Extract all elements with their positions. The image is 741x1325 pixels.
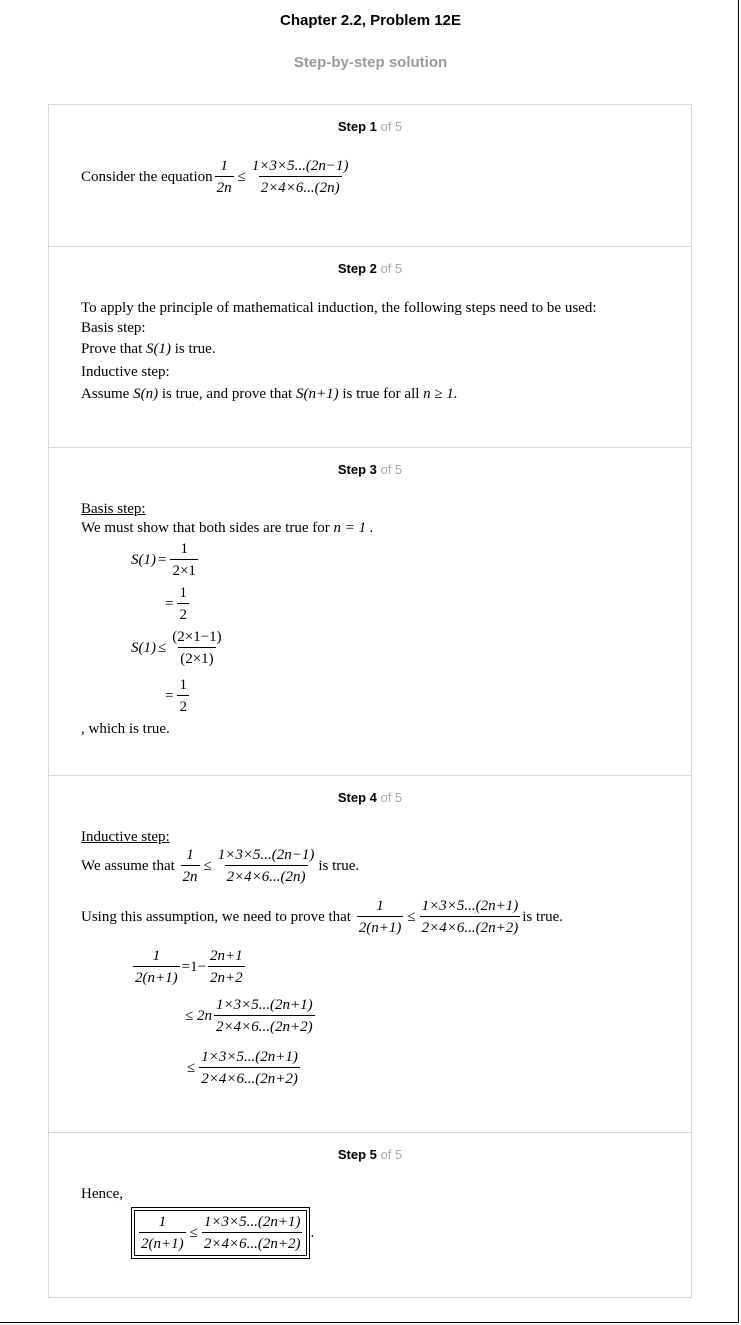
step-3 xyxy=(49,448,691,776)
step-2-line-1: To apply the principle of mathematical induction, the following steps need to be used: xyxy=(81,300,597,316)
step-3-line-2: We must show that both sides are true for n = 1 . xyxy=(81,520,374,536)
page-subtitle: Step-by-step solution xyxy=(293,54,448,71)
step-2-line-5: Assume S(n) is true, and prove that S(n+1) is true for all n ≥ 1. xyxy=(81,386,458,402)
step-2-line-3: Prove that S(1) is true. xyxy=(81,341,216,357)
step-1-line-1: Consider the equation $\frac{1}{2n}$ ≤ $\frac{1\times 3\times 5...(2n-1)}{2\times 4\times 6...(2n)}$ xyxy=(81,158,349,196)
step-4-prove-line: Using this assumption, we need to prove that $\frac{1}{2(n+1)}$ ≤ $\frac{1\times 3\times 5...(2n+1)}{2\times 4\times 6...(2n+2)}$ is true. xyxy=(81,898,564,936)
step-4-eq-2: ≤ 2n $\frac{1\times 3\times 5...(2n+1)}{2\times 4\times 6...(2n+2)}$ xyxy=(185,997,313,1035)
solution-card xyxy=(48,104,692,1298)
step-5-final-result: $\frac{1}{2(n+1)}$ ≤ $\frac{1\times 3\times 5...(2n+1)}{2\times 4\times 6...(2n+2)}$ . xyxy=(131,1207,314,1259)
step-1-header: Step 1 of 5 xyxy=(337,119,403,134)
step-4-eq-1: $\frac{1}{2(n+1)}$ =1− $\frac{2n+1}{2n+2}$ xyxy=(135,948,243,986)
page-title: Chapter 2.2, Problem 12E xyxy=(280,12,461,29)
step-2-line-2: Basis step: xyxy=(81,320,146,336)
step-3-eq-3: S(1) ≤ $\frac{(2\times 1-1)}{(2\times 1)}$ xyxy=(131,629,222,667)
step-2-line-4: Inductive step: xyxy=(81,364,170,380)
step-3-eq-4: = $\frac{1}{2}$ xyxy=(165,677,187,715)
fraction-1-over-2n: $\frac{1}{2n}$ xyxy=(216,158,232,196)
step-2-header: Step 2 of 5 xyxy=(337,261,403,276)
step-3-basis-heading: Basis step: xyxy=(81,501,146,517)
step-5-header: Step 5 of 5 xyxy=(337,1147,403,1162)
step-2 xyxy=(49,247,691,448)
fraction-product-odd-over-even: $\frac{1\times 3\times 5...(2n-1)}{2\times 4\times 6...(2n)}$ xyxy=(251,158,349,196)
step-4-inductive-heading: Inductive step: xyxy=(81,829,170,845)
step-5 xyxy=(49,1133,691,1297)
step-4-header: Step 4 of 5 xyxy=(337,790,403,805)
step-4-assume-line: We assume that $\frac{1}{2n}$ ≤ $\frac{1\times 3\times 5...(2n-1)}{2\times 4\times 6...(2n)}$ is true. xyxy=(81,847,360,885)
step-4 xyxy=(49,776,691,1133)
boxed-result: $\frac{1}{2(n+1)}$ ≤ $\frac{1\times 3\times 5...(2n+1)}{2\times 4\times 6...(2n+2)}$ xyxy=(131,1207,310,1259)
step-3-conclusion: , which is true. xyxy=(81,721,170,737)
step-4-eq-3: ≤ $\frac{1\times 3\times 5...(2n+1)}{2\times 4\times 6...(2n+2)}$ xyxy=(187,1049,298,1087)
step-3-header: Step 3 of 5 xyxy=(337,462,403,477)
step-1 xyxy=(49,105,691,247)
step-5-line-1: Hence, xyxy=(81,1186,124,1202)
step-3-eq-2: = $\frac{1}{2}$ xyxy=(165,585,187,623)
step-3-eq-1: S(1) = $\frac{1}{2\times 1}$ xyxy=(131,541,196,579)
